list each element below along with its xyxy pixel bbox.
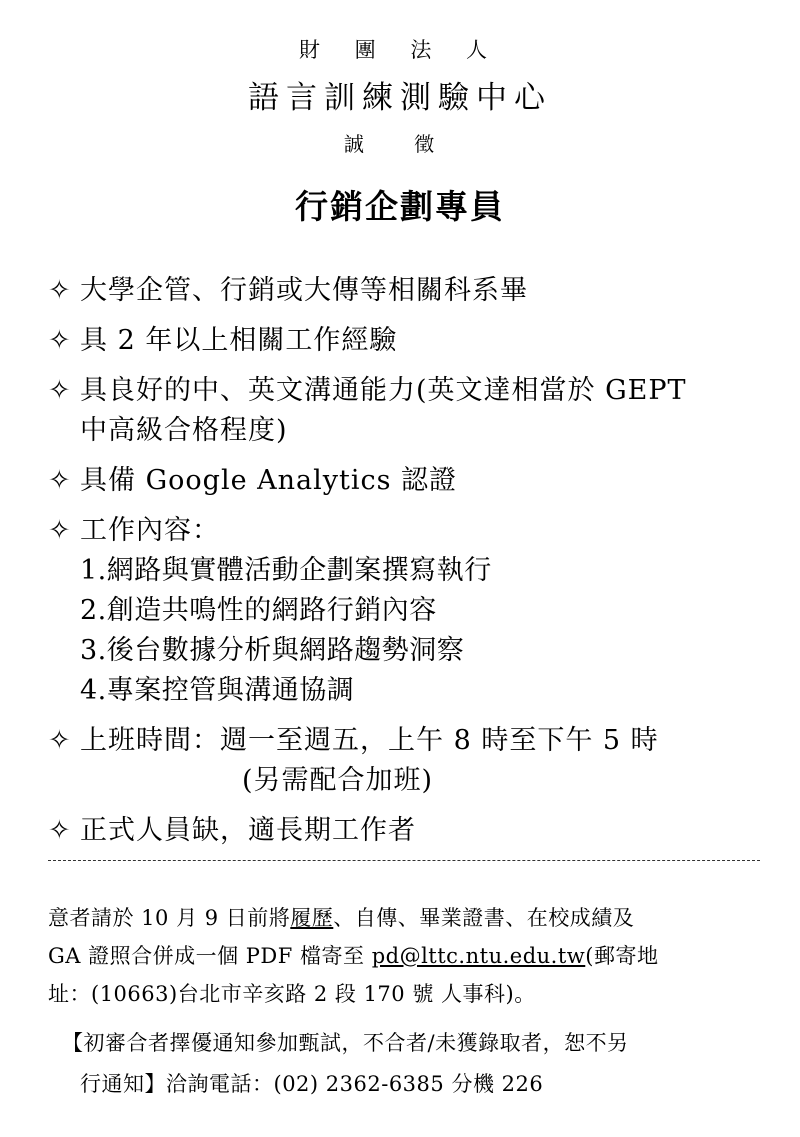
recruit-label: 誠 徵 xyxy=(343,132,457,156)
requirement-item: ✧ 上班時間：週一至週五，上午 8 時至下午 5 時 xyxy=(48,725,659,756)
sparkle-bullet-icon: ✧ xyxy=(48,325,72,356)
requirement-continuation: (另需配合加班) xyxy=(242,765,434,796)
footer-note: 【初審合者擇優通知參加甄試，不合者/未獲錄取者，恕不另 xyxy=(62,1031,629,1055)
org-type: 財 團 法 人 xyxy=(298,38,502,62)
duty-item: 3.後台數據分析與網路趨勢洞察 xyxy=(80,635,465,666)
sparkle-bullet-icon: ✧ xyxy=(48,815,72,846)
requirement-item: ✧ 具良好的中、英文溝通能力(英文達相當於 GEPT xyxy=(48,375,687,406)
requirement-item: ✧ 工作內容： xyxy=(48,515,220,546)
requirement-continuation: 中高級合格程度) xyxy=(80,415,288,446)
requirement-item: ✧ 大學企管、行銷或大傳等相關科系畢 xyxy=(48,275,528,306)
duty-item: 2.創造共鳴性的網路行銷內容 xyxy=(80,595,437,626)
sparkle-bullet-icon: ✧ xyxy=(48,465,72,496)
requirement-item: ✧ 正式人員缺，適長期工作者 xyxy=(48,815,416,846)
sparkle-bullet-icon: ✧ xyxy=(48,725,72,756)
email-link[interactable]: pd@lttc.ntu.edu.tw xyxy=(371,944,586,968)
footer-line: GA 證照合併成一個 PDF 檔寄至 pd@lttc.ntu.edu.tw(郵寄地 xyxy=(48,944,659,968)
sparkle-bullet-icon: ✧ xyxy=(48,375,72,406)
sparkle-bullet-icon: ✧ xyxy=(48,275,72,306)
org-name: 語言訓練測驗中心 xyxy=(248,80,552,116)
resume-underlined: 履歷 xyxy=(290,906,334,930)
duty-item: 1.網路與實體活動企劃案撰寫執行 xyxy=(80,555,492,586)
requirement-item: ✧ 具 2 年以上相關工作經驗 xyxy=(48,325,398,356)
dashed-separator xyxy=(48,860,760,861)
duty-item: 4.專案控管與溝通協調 xyxy=(80,675,355,706)
footer-line: 址：(10663)台北市辛亥路 2 段 170 號 人事科)。 xyxy=(48,982,536,1006)
requirement-item: ✧ 具備 Google Analytics 認證 xyxy=(48,465,458,496)
job-title: 行銷企劃專員 xyxy=(295,187,505,226)
sparkle-bullet-icon: ✧ xyxy=(48,515,72,546)
footer-note: 行通知】洽詢電話：(02) 2362-6385 分機 226 xyxy=(80,1072,544,1096)
footer-line: 意者請於 10 月 9 日前將履歷、自傳、畢業證書、在校成績及 xyxy=(48,906,635,930)
